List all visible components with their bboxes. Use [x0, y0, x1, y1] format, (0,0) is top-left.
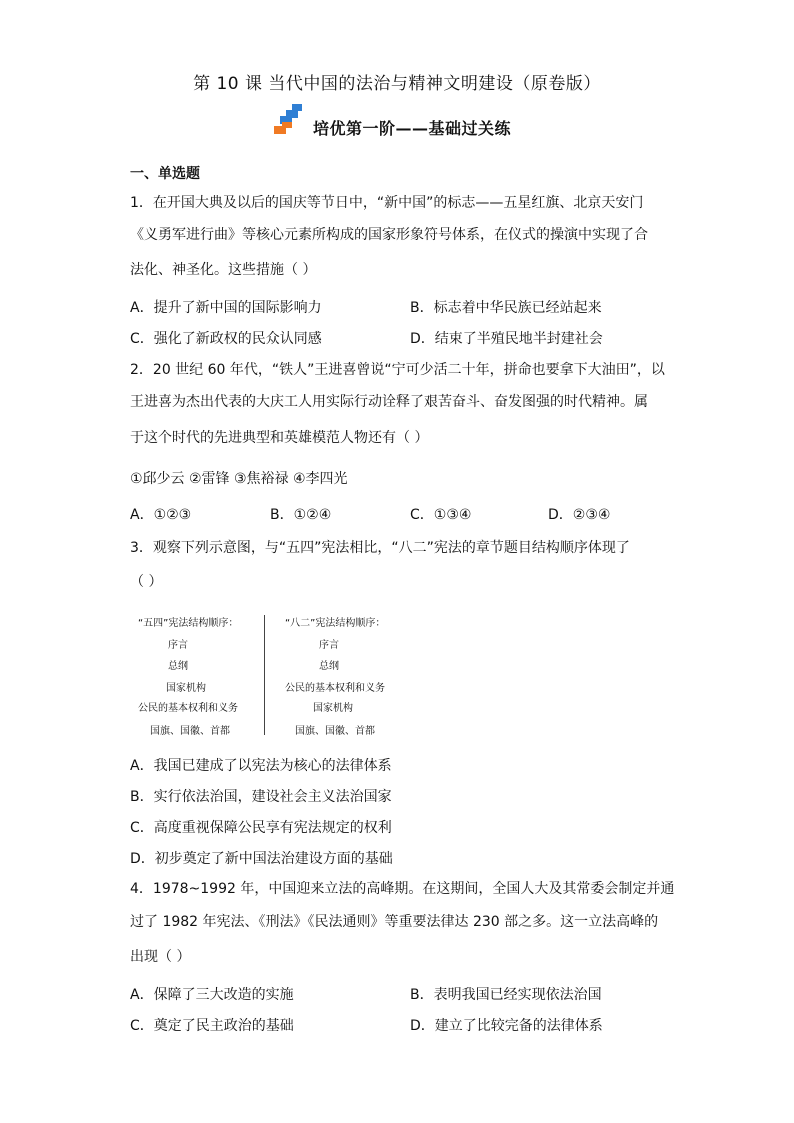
q3-option-a: A．我国已建成了以宪法为核心的法律体系 — [130, 758, 392, 774]
q2-line-1: 2．20 世纪 60 年代，“铁人”王进喜曾说“宁可少活二十年，拼命也要拿下大油田”，以 — [130, 362, 665, 378]
q4-option-c: C．奠定了民主政治的基础 — [130, 1018, 294, 1034]
q2-line-2: 王进喜为杰出代表的大庆工人用实际行动诠释了艰苦奋斗、奋发图强的时代精神。属 — [130, 394, 648, 410]
diagram-left-title: “五四”宪法结构顺序： — [138, 618, 239, 629]
constitution-structure-diagram — [133, 609, 403, 739]
section-heading: 一、单选题 — [130, 166, 200, 182]
q2-option-a: A．①②③ — [130, 507, 192, 523]
q1-line-1: 1．在开国大典及以后的国庆等节日中，“新中国”的标志——五星红旗、北京天安门 — [130, 195, 644, 211]
diagram-right-item: 国旗、国徽、首都 — [295, 726, 375, 737]
diagram-left-item: 公民的基本权利和义务 — [138, 703, 238, 714]
diagram-right-title: “八二”宪法结构顺序： — [285, 618, 386, 629]
q2-option-d: D．②③④ — [548, 507, 611, 523]
stair-steps-logo-icon — [270, 104, 310, 136]
diagram-left-item: 序言 — [168, 640, 188, 651]
diagram-right-item: 国家机构 — [313, 703, 353, 714]
q1-option-d: D．结束了半殖民地半封建社会 — [410, 331, 603, 347]
q3-line-2: （ ） — [130, 574, 163, 590]
q2-option-b: B．①②④ — [270, 507, 332, 523]
q3-option-b: B．实行依法治国，建设社会主义法治国家 — [130, 789, 392, 805]
q1-line-3: 法化、神圣化。这些措施（ ） — [130, 262, 317, 278]
q1-option-b: B．标志着中华民族已经站起来 — [410, 300, 602, 316]
diagram-left-item: 总纲 — [168, 661, 188, 672]
q2-items: ①邱少云 ②雷锋 ③焦裕禄 ④李四光 — [130, 471, 348, 487]
banner-label: 培优第一阶——基础过关练 — [313, 119, 512, 138]
diagram-divider — [264, 615, 265, 735]
diagram-left-item: 国旗、国徽、首都 — [150, 726, 230, 737]
q2-line-3: 于这个时代的先进典型和英雄模范人物还有（ ） — [130, 430, 429, 446]
q3-option-d: D．初步奠定了新中国法治建设方面的基础 — [130, 851, 393, 867]
q1-option-c: C．强化了新政权的民众认同感 — [130, 331, 322, 347]
q4-option-b: B．表明我国已经实现依法治国 — [410, 987, 602, 1003]
diagram-right-item: 序言 — [319, 640, 339, 651]
q4-line-2: 过了 1982 年宪法、《刑法》《民法通则》等重要法律达 230 部之多。这一立法高峰的 — [130, 914, 659, 930]
q4-line-1: 4．1978~1992 年，中国迎来立法的高峰期。在这期间，全国人大及其常委会制定并通 — [130, 881, 675, 897]
diagram-right-item: 总纲 — [319, 661, 339, 672]
q3-option-c: C．高度重视保障公民享有宪法规定的权利 — [130, 820, 392, 836]
diagram-left-item: 国家机构 — [166, 683, 206, 694]
q4-option-d: D．建立了比较完备的法律体系 — [410, 1018, 603, 1034]
page-title: 第 10 课 当代中国的法治与精神文明建设（原卷版） — [193, 74, 601, 94]
q1-option-a: A．提升了新中国的国际影响力 — [130, 300, 322, 316]
q1-line-2: 《义勇军进行曲》等核心元素所构成的国家形象符号体系，在仪式的操演中实现了合 — [130, 227, 648, 243]
q4-option-a: A．保障了三大改造的实施 — [130, 987, 294, 1003]
q3-line-1: 3．观察下列示意图，与“五四”宪法相比，“八二”宪法的章节题目结构顺序体现了 — [130, 540, 630, 556]
q4-line-3: 出现（ ） — [130, 949, 191, 965]
q2-option-c: C．①③④ — [410, 507, 472, 523]
diagram-right-item: 公民的基本权利和义务 — [285, 683, 385, 694]
